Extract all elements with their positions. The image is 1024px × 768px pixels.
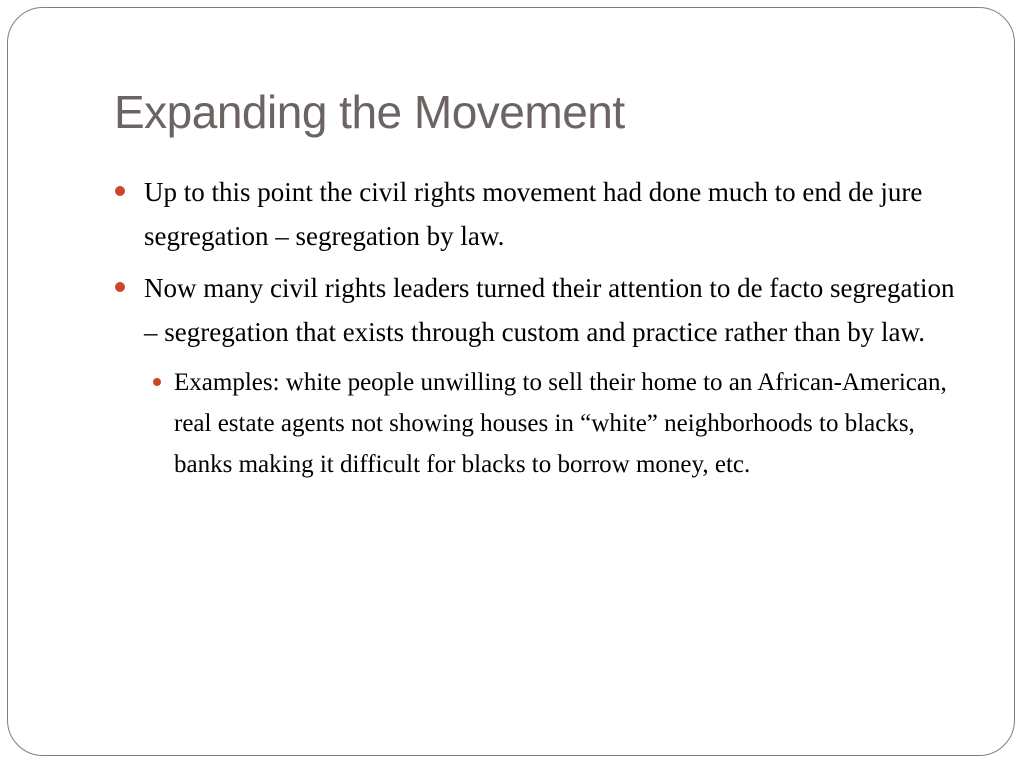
bullet-dot-icon: [115, 186, 125, 196]
bullet-item: [114, 170, 974, 258]
bullet-item: [114, 266, 974, 354]
sub-bullet-text: Examples: white people unwilling to sell their home to an African-American, real estate agents not showing houses in “white” neighborhoods to blacks, banks making it difficult for blacks to borrow money, etc.: [174, 369, 947, 478]
slide-content: [114, 170, 974, 485]
slide-title: Expanding the Movement: [114, 86, 625, 138]
bullet-text: Up to this point the civil rights movement had done much to end de jure segregation – segregation by law.: [144, 177, 923, 251]
bullet-text: Now many civil rights leaders turned their attention to de facto segregation – segregation that exists through custom and practice rather than by law.: [144, 273, 955, 347]
bullet-dot-icon: [115, 282, 125, 292]
sub-bullet-item: [144, 362, 974, 485]
sub-bullet-dot-icon: [153, 378, 161, 386]
